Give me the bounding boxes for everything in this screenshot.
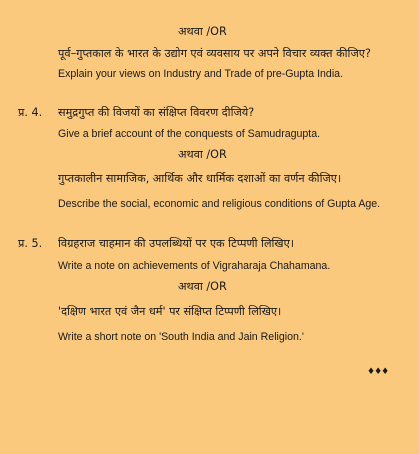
- question-5-english: Write a note on achievements of Vigraharaja Chahamana.: [58, 260, 331, 272]
- question-number-4: प्र. 4.: [18, 106, 43, 119]
- question-number-5: प्र. 5.: [18, 237, 43, 250]
- question-4-alt-english: Describe the social, economic and religious conditions of Gupta Age.: [58, 198, 381, 210]
- question-4-alt-hindi: गुप्तकालीन सामाजिक, आर्थिक और धार्मिक दशाओं का वर्णन कीजिए।: [58, 172, 342, 185]
- question-4-hindi: समुद्रगुप्त की विजयों का संक्षिप्त विवरण दीजिये?: [58, 106, 255, 119]
- prev-question-alt-english: Explain your views on Industry and Trade of pre-Gupta India.: [58, 68, 344, 80]
- question-4-english: Give a brief account of the conquests of Samudragupta.: [58, 128, 321, 140]
- question-5-hindi: विग्रहराज चाहमान की उपलब्धियों पर एक टिप्पणी लिखिए।: [58, 237, 295, 250]
- prev-question-alt-hindi: पूर्व–गुप्तकाल के भारत के उद्योग एवं व्यवसाय पर अपने विचार व्यक्त कीजिए?: [58, 47, 371, 60]
- or-separator: अथवा /OR: [178, 280, 227, 293]
- end-mark-diamonds: ♦♦♦: [367, 367, 389, 377]
- question-5-alt-hindi: 'दक्षिण भारत एवं जैन धर्म' पर संक्षिप्त टिप्पणी लिखिए।: [58, 305, 282, 318]
- or-separator: अथवा /OR: [178, 25, 227, 38]
- question-5-alt-english: Write a short note on 'South India and Jain Religion.': [58, 331, 304, 343]
- or-separator: अथवा /OR: [178, 148, 227, 161]
